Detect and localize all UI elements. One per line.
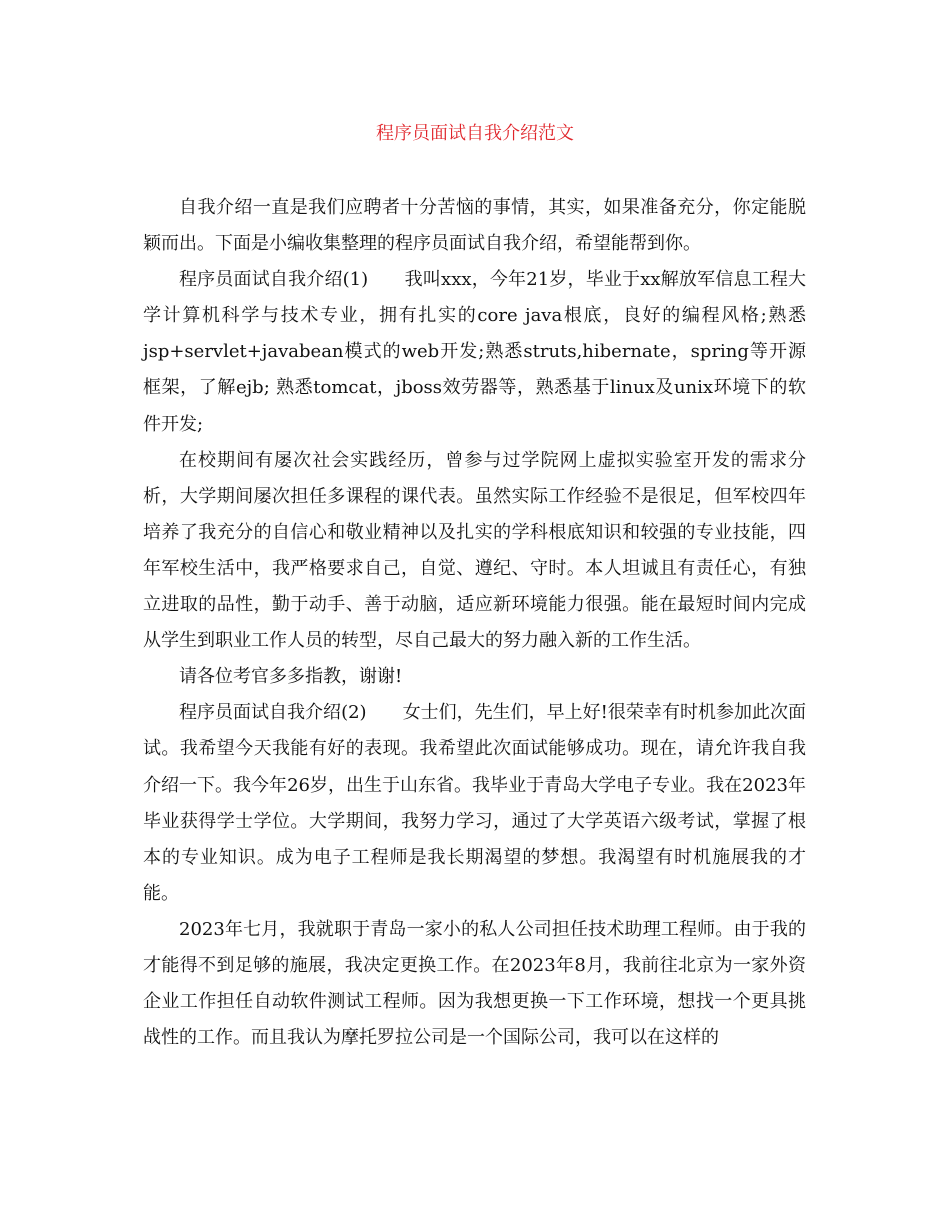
document-title: 程序员面试自我介绍范文 bbox=[376, 123, 574, 144]
paragraph-thanks: 请各位考官多多指教，谢谢! bbox=[179, 666, 403, 688]
paragraph-campus-experience: 在校期间有屡次社会实践经历，曾参与过学院网上虚拟实验室开发的需求分析，大学期间屡次担任多课程的课代表。虽然实际工作经验不是很足，但军校四年培养了我充分的自信心和敬业精神以及扎实的学科根底知识和较强的专业技能，四年军校生活中，我严格要求自己，自觉、遵纪、守时。本人坦诚且有责任心，有独立进取的品性，勤于动手、善于动脑，适应新环境能力很强。能在最短时间内完成从学生到职业工作人员的转型，尽自己最大的努力融入新的工作生活。 bbox=[143, 449, 806, 652]
paragraph-intro-2: 程序员面试自我介绍(2) 女士们，先生们，早上好!很荣幸有时机参加此次面试。我希望今天我能有好的表现。我希望此次面试能够成功。现在，请允许我自我介绍一下。我今年26岁，出生于山东省。我毕业于青岛大学电子专业。我在2023年毕业获得学士学位。大学期间，我努力学习，通过了大学英语六级考试，掌握了根本的专业知识。成为电子工程师是我长期渴望的梦想。我渴望有时机施展我的才能。 bbox=[143, 702, 806, 904]
paragraph-work-history: 2023年七月，我就职于青岛一家小的私人公司担任技术助理工程师。由于我的才能得不到足够的施展，我决定更换工作。在2023年8月，我前往北京为一家外资企业工作担任自动软件测试工程师。因为我想更换一下工作环境，想找一个更具挑战性的工作。而且我认为摩托罗拉公司是一个国际公司，我可以在这样的 bbox=[143, 918, 806, 1049]
document-body bbox=[143, 190, 806, 1056]
paragraph-intro-1: 程序员面试自我介绍(1) 我叫xxx，今年21岁，毕业于xx解放军信息工程大学计算机科学与技术专业，拥有扎实的core java根底，良好的编程风格;熟悉jsp+servlet+javabean模式的web开发;熟悉struts,hibernate，spring等开源框架，了解ejb; 熟悉tomcat，jboss效劳器等，熟悉基于linux及unix环境下的软件开发; bbox=[143, 269, 806, 435]
paragraph-intro: 自我介绍一直是我们应聘者十分苦恼的事情，其实，如果准备充分，你定能脱颖而出。下面是小编收集整理的程序员面试自我介绍，希望能帮到你。 bbox=[143, 197, 806, 255]
